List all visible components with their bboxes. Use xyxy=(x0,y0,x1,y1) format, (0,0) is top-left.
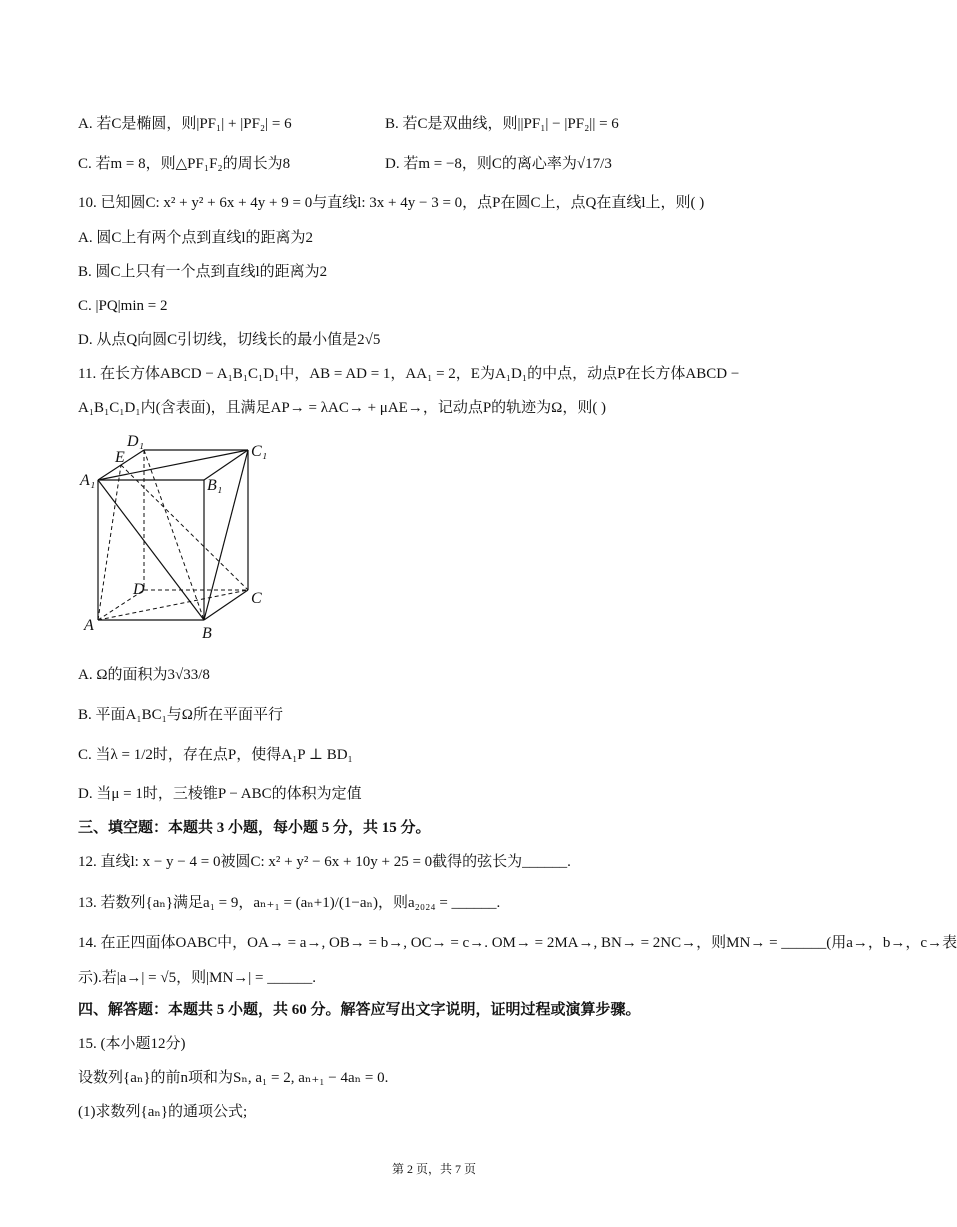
q9-option-a: A. 若C是椭圆，则|PF₁| + |PF₂| = 6 xyxy=(78,116,292,132)
q10-option-b: B. 圆C上只有一个点到直线l的距离为2 xyxy=(78,264,328,280)
q9-option-d: D. 若m = −8，则C的离心率为√17/3 xyxy=(385,156,612,172)
q14-line2: 示).若|a→| = √5，则|MN→| = ______. xyxy=(78,970,316,986)
q15-stem: 设数列{aₙ}的前n项和为Sₙ, a₁ = 2, aₙ₊₁ − 4aₙ = 0. xyxy=(78,1070,389,1086)
hidden-edge-d1-b xyxy=(144,450,204,620)
q9-option-c: C. 若m = 8，则△PF₁F₂的周长为8 xyxy=(78,156,291,172)
label-b1: B₁ xyxy=(207,477,223,494)
label-c1: C₁ xyxy=(251,443,268,460)
edge-a1-b xyxy=(98,480,204,620)
label-a: A xyxy=(84,617,94,634)
hidden-edge-e-c xyxy=(121,465,248,590)
section3-title: 三、填空题：本题共 3 小题，每小题 5 分，共 15 分。 xyxy=(78,820,431,836)
q15-part1: (1)求数列{aₙ}的通项公式; xyxy=(78,1104,248,1120)
q14-line1: 14. 在正四面体OABC中，OA→ = a→, OB→ = b→, OC→ = c→. OM→ = 2MA→, BN→ = 2NC→，则MN→ = ______(用a→，b→，c→表 xyxy=(78,935,957,951)
q10-option-c: C. |PQ|min = 2 xyxy=(78,298,168,314)
q10-stem: 10. 已知圆C: x² + y² + 6x + 4y + 9 = 0与直线l: 3x + 4y − 3 = 0，点P在圆C上，点Q在直线l上，则( ) xyxy=(78,195,705,211)
q11-stem-line1: 11. 在长方体ABCD − A₁B₁C₁D₁中，AB = AD = 1，AA₁ = 2，E为A₁D₁的中点，动点P在长方体ABCD − xyxy=(78,366,740,382)
q11-option-d: D. 当μ = 1时，三棱锥P − ABC的体积为定值 xyxy=(78,786,362,802)
section4-title: 四、解答题：本题共 5 小题，共 60 分。解答应写出文字说明，证明过程或演算步骤。 xyxy=(78,1002,641,1018)
label-a1: A₁ xyxy=(80,472,96,489)
q11-option-a: A. Ω的面积为3√33/8 xyxy=(78,667,210,683)
label-d1: D₁ xyxy=(127,433,145,450)
q13-text: 13. 若数列{aₙ}满足a₁ = 9，aₙ₊₁ = (aₙ+1)/(1−aₙ)，则a₂₀₂₄ = ______. xyxy=(78,895,501,911)
label-d: D xyxy=(133,581,145,598)
q15-header: 15. (本小题12分) xyxy=(78,1036,186,1052)
label-c: C xyxy=(251,590,262,607)
label-b: B xyxy=(202,625,212,642)
label-e: E xyxy=(115,449,125,466)
q10-option-d: D. 从点Q向圆C引切线，切线长的最小值是2√5 xyxy=(78,332,381,348)
hidden-edge-a-e xyxy=(98,465,121,620)
page-footer: 第 2 页，共 7 页 xyxy=(391,1162,476,1176)
q11-option-b: B. 平面A₁BC₁与Ω所在平面平行 xyxy=(78,707,283,723)
cuboid-figure xyxy=(78,428,278,643)
q11-option-c: C. 当λ = 1/2时，存在点P，使得A₁P ⊥ BD₁ xyxy=(78,747,353,763)
q10-option-a: A. 圆C上有两个点到直线l的距离为2 xyxy=(78,230,314,246)
q11-stem-line2: A₁B₁C₁D₁内(含表面)，且满足AP→ = λAC→ + μAE→，记动点P的轨迹为Ω，则( ) xyxy=(78,400,607,416)
q9-option-b: B. 若C是双曲线，则||PF₁| − |PF₂|| = 6 xyxy=(385,116,619,132)
q12-text: 12. 直线l: x − y − 4 = 0被圆C: x² + y² − 6x + 10y + 25 = 0截得的弦长为______. xyxy=(78,854,571,870)
